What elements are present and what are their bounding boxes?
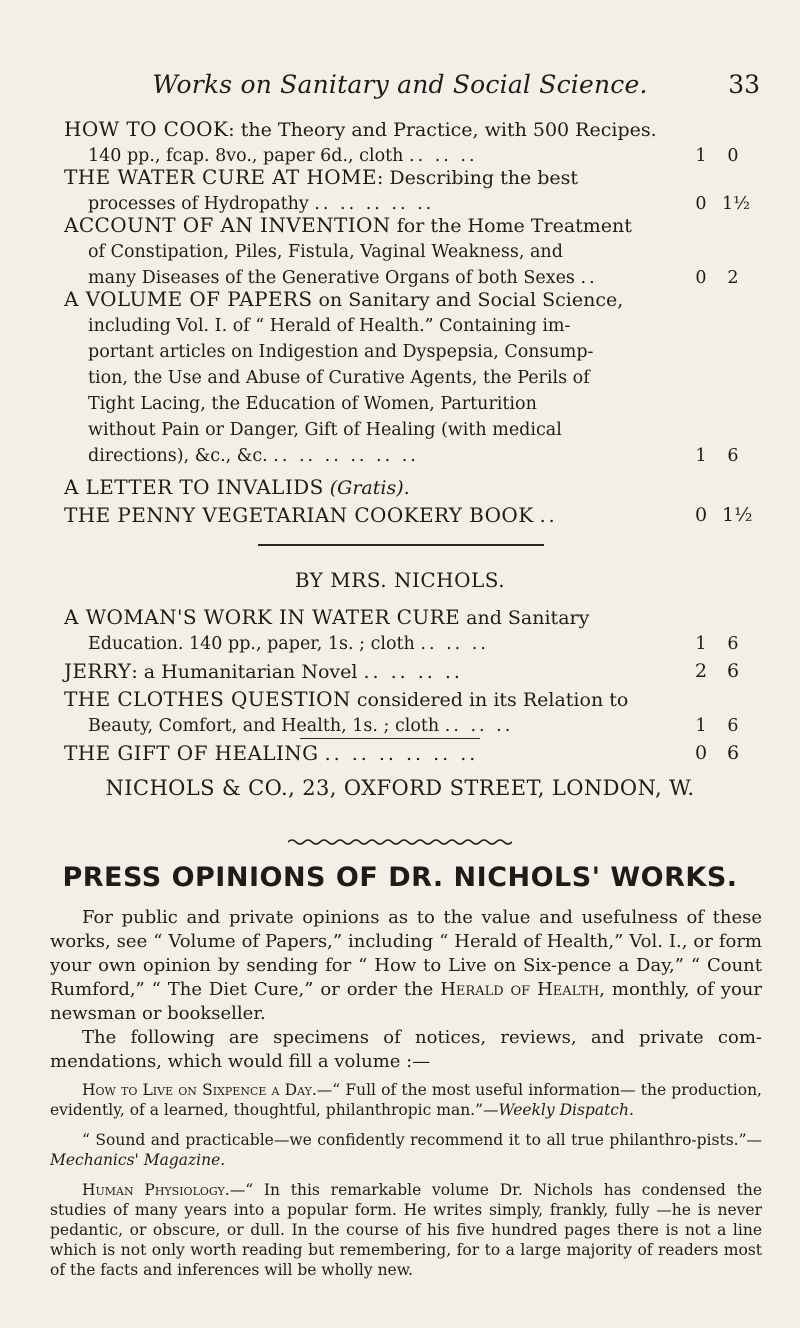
entry-title: A VOLUME OF PAPERS [64, 287, 313, 311]
entry-description: : a Humanitarian Novel [131, 661, 358, 683]
entry-description: Beauty, Comfort, and Health, 1s. ; cloth [88, 716, 440, 736]
catalogue-entry: THE WATER CURE AT HOME: Describing the best processes of Hydropathy .. .. .. .. .. 0 1½ [64, 164, 744, 217]
catalogue-entry: THE GIFT OF HEALING .. .. .. .. .. .. 0 6 [64, 740, 744, 767]
entry-description: considered in its Relation to [350, 689, 629, 711]
price: 0 6 [694, 742, 740, 764]
entry-description: (Gratis). [323, 477, 410, 499]
entry-description: including Vol. I. of “ Herald of Health.” Containing im- [88, 316, 571, 336]
entry-description: : Describing the best [376, 167, 579, 189]
entry-description: tion, the Use and Abuse of Curative Agents, the Perils of [88, 368, 590, 388]
entry-title: THE PENNY VEGETARIAN COOKERY BOOK [64, 503, 534, 527]
catalogue-entry: HOW TO COOK: the Theory and Practice, with 500 Recipes. 140 pp., fcap. 8vo., paper 6d., cloth .. .. .. 1 0 [64, 116, 744, 169]
entry-title: ACCOUNT OF AN INVENTION [64, 213, 391, 237]
entry-title: THE GIFT OF HEALING [64, 741, 319, 765]
section-rule [258, 544, 544, 546]
entry-description: processes of Hydropathy [88, 194, 309, 214]
price: 0 2 [695, 268, 739, 288]
price: 0 1½ [695, 194, 751, 214]
press-intro-paragraph: For public and private opinions as to the value and usefulness of these works, see “ Volume of Papers,” including “ Herald of Health,” Vol. I., or form your own opinion by sending for “ How to Live on Six-pence a Day,” “ Count Rumford,” “ The Diet Cure,” or order the Herald of Health, monthly, of your newsman or bookseller. [50, 907, 762, 1024]
press-opinions-heading: PRESS OPINIONS OF DR. NICHOLS' WORKS. [62, 862, 738, 893]
entry-title: A LETTER TO INVALIDS [64, 475, 324, 499]
section-heading: BY MRS. NICHOLS. [294, 568, 506, 592]
entry-description: portant articles on Indigestion and Dyspepsia, Consump- [88, 342, 594, 362]
catalogue-entry: JERRY: a Humanitarian Novel .. .. .. .. 2 6 [64, 658, 744, 685]
entry-description: for the Home Treatment [390, 215, 632, 237]
entry-description: and Sanitary [460, 607, 590, 629]
price: 1 6 [695, 634, 739, 654]
entry-title: JERRY [64, 659, 132, 683]
price: 2 6 [694, 660, 740, 682]
review-mechanics-magazine: “ Sound and practicable—we confidently recommend it to all true philanthro-pists.”—Mechanics' Magazine. [50, 1131, 762, 1169]
entry-description: directions), &c., &c. [88, 446, 268, 466]
entry-title: THE CLOTHES QUESTION [64, 687, 351, 711]
entry-title: HOW TO COOK [64, 117, 229, 141]
entry-description: on Sanitary and Social Science, [312, 289, 624, 311]
publisher-rule [300, 738, 480, 739]
price: 1 6 [695, 716, 739, 736]
publisher-address: NICHOLS & CO., 23, OXFORD STREET, LONDON, W. [105, 776, 695, 800]
review-human-physiology: Human Physiology.—“ In this remarkable volume Dr. Nichols has condensed the studies of many years into a popular form. He writes simply, frankly, fully —he is never pedantic, or obscure, or dull. In the course of his five hundred pages there is not a line which is not only worth reading but remembering, for to a large majority of readers most of the facts and inferences will be wholly new. [50, 1181, 762, 1279]
entry-title: THE WATER CURE AT HOME [64, 165, 377, 189]
catalogue-entry: THE PENNY VEGETARIAN COOKERY BOOK .. 0 1½ [64, 503, 753, 527]
catalogue-entry: A WOMAN'S WORK IN WATER CURE and Sanitary Education. 140 pp., paper, 1s. ; cloth .. .. .. 1 6 [64, 604, 744, 657]
entry-description: : the Theory and Practice, with 500 Recipes. [228, 119, 657, 141]
price: 1 6 [695, 446, 739, 466]
review-how-to-live: How to Live on Sixpence a Day.—“ Full of the most useful information— the production, evidently, of a learned, thoughtful, philanthropic man.”—Weekly Dispatch. [50, 1081, 762, 1119]
price: 1 0 [695, 146, 739, 166]
entry-description: 140 pp., fcap. 8vo., paper 6d., cloth [88, 146, 404, 166]
catalogue-entry: ACCOUNT OF AN INVENTION for the Home Treatment of Constipation, Piles, Fistula, Vaginal Weakness, and many Diseases of the Generative Organs of both Sexes .. 0 2 [64, 212, 744, 291]
press-intro-paragraph-2: The following are specimens of notices, reviews, and private com-mendations, which would fill a volume :— [50, 1027, 762, 1072]
entry-title: A WOMAN'S WORK IN WATER CURE [64, 605, 461, 629]
entry-description: many Diseases of the Generative Organs of both Sexes [88, 268, 575, 288]
entry-description: Tight Lacing, the Education of Women, Parturition [88, 394, 537, 414]
catalogue-entry: THE CLOTHES QUESTION considered in its Relation to Beauty, Comfort, and Health, 1s. ; cloth .. .. .. 1 6 [64, 686, 744, 739]
catalogue-entry: A VOLUME OF PAPERS on Sanitary and Social Science, including Vol. I. of “ Herald of Health.” Containing im- portant articles on Indigestion and Dyspepsia, Consump- tion, the Use and Abuse of Curative Agents, the Perils of Tight Lacing, the Education of Women, Parturition without Pain or Danger, Gift of Healing (with medical directions), &c., &c. .. .. .. .. .. .. 1 6 [64, 286, 744, 469]
ornament-rule [288, 838, 512, 846]
entry-description: without Pain or Danger, Gift of Healing (with medical [88, 420, 562, 440]
price: 0 1½ [694, 504, 753, 526]
running-head-title: Works on Sanitary and Social Science. [152, 70, 648, 99]
entry-description: Education. 140 pp., paper, 1s. ; cloth [88, 634, 415, 654]
page-number: 33 [728, 70, 760, 99]
catalogue-entry [64, 474, 744, 501]
entry-description: of Constipation, Piles, Fistula, Vaginal Weakness, and [88, 242, 563, 262]
running-head [0, 70, 800, 106]
